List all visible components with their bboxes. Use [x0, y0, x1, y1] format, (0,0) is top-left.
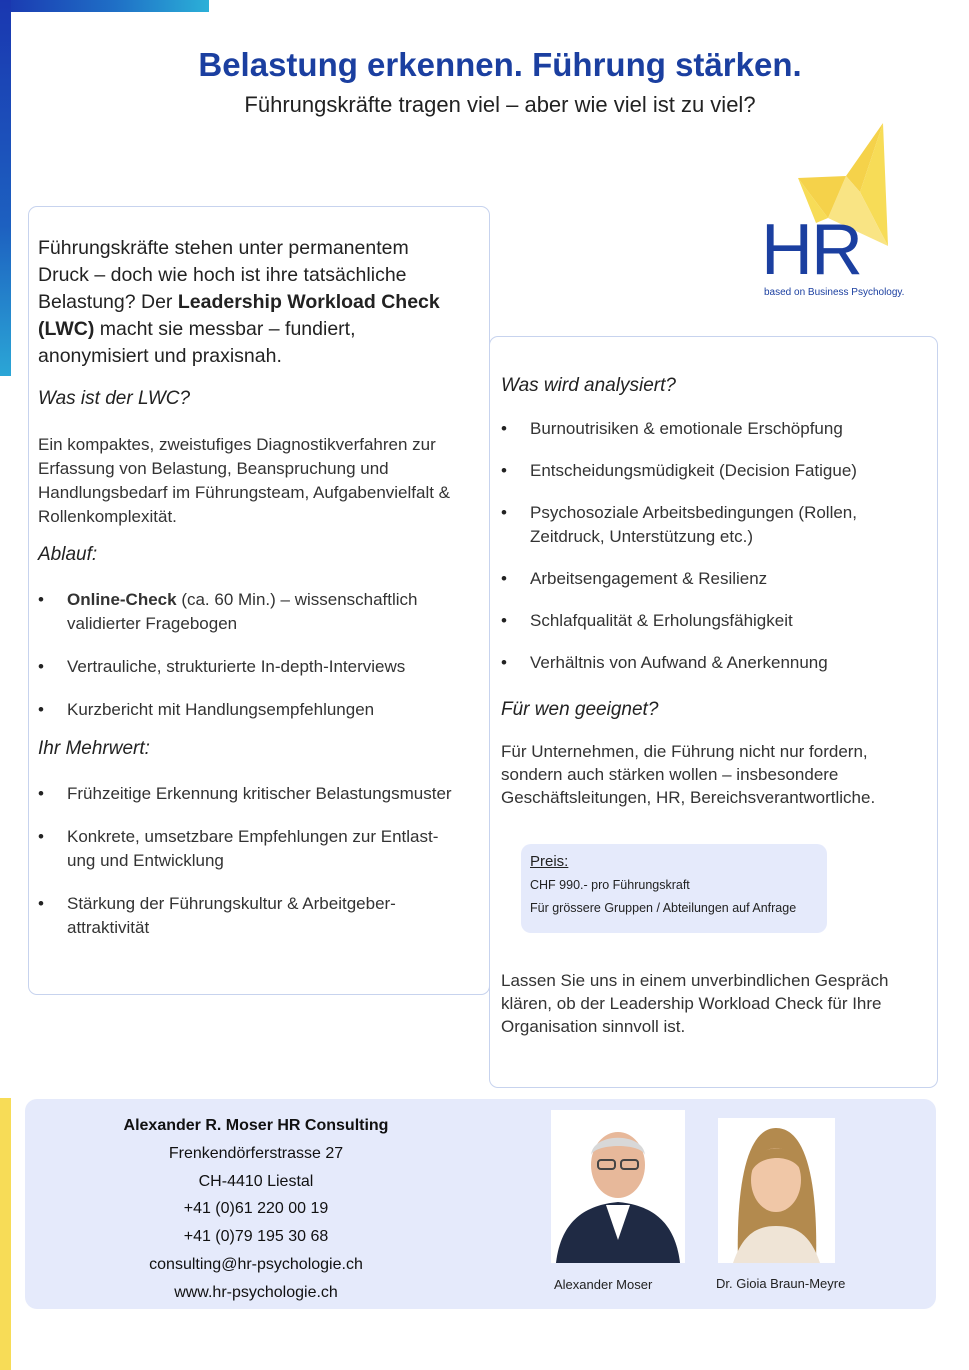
phone-2[interactable]: +41 (0)79 195 30 68	[183, 1228, 329, 1246]
zielgruppe-text: Für Unternehmen, die Führung nicht nur fordern, sondern auch stärken wollen – insbesondere Geschäftsleitungen, HR, Bereichsverantwortliche.	[501, 742, 876, 807]
email-link[interactable]: consulting@hr-psychologie.ch	[149, 1255, 363, 1273]
page-subtitle: Führungskräfte tragen viel – aber wie viel ist zu viel?	[244, 92, 756, 117]
portrait-gioia-braun-meyre	[718, 1118, 835, 1263]
list-item: • Entscheidungsmüdigkeit (Decision Fatigue)	[501, 459, 921, 483]
intro-text-2: macht sie messbar – fundiert, anonymisiert und praxisnah.	[38, 318, 356, 367]
analysiert-heading: Was wird analysiert?	[501, 375, 676, 396]
list-item: • Stärkung der Führungskultur & Arbeitgeber-attraktivität	[38, 892, 427, 940]
analysiert-list	[501, 417, 921, 675]
portrait-alexander-moser	[551, 1110, 685, 1263]
price-line-2: Für grössere Gruppen / Abteilungen auf Anfrage	[530, 901, 797, 915]
caption-person-2: Dr. Gioia Braun-Meyre	[716, 1276, 846, 1291]
top-accent-bar	[0, 0, 209, 12]
website-link[interactable]: www.hr-psychologie.ch	[174, 1283, 338, 1301]
left-yellow-bar	[0, 1098, 11, 1370]
caption-person-1: Alexander Moser	[554, 1277, 653, 1292]
list-item: • Psychosoziale Arbeitsbedingungen (Rollen, Zeitdruck, Unterstützung etc.)	[501, 501, 890, 549]
street-address: Frenkendörferstrasse 27	[168, 1144, 344, 1162]
call-to-action: Lassen Sie uns in einem unverbindlichen Gespräch klären, ob der Leadership Workload Check für Ihre Organisation sinnvoll ist.	[501, 971, 889, 1036]
lwc-description: Ein kompaktes, zweistufiges Diagnostikverfahren zur Erfassung von Belastung, Beanspruchung und Handlungsbedarf im Führungsteam, Aufgabenvielfalt & Rollenkomplexität.	[38, 435, 451, 526]
page-title: Belastung erkennen. Führung stärken.	[198, 46, 802, 83]
mehrwert-list	[38, 782, 468, 940]
mehrwert-heading: Ihr Mehrwert:	[38, 738, 150, 759]
ablauf-heading: Ablauf:	[38, 544, 98, 565]
intro-bold-product: Leadership Workload Check (LWC)	[38, 291, 440, 340]
list-item: • Kurzbericht mit Handlungsempfehlungen	[38, 698, 458, 722]
contact-block	[106, 1112, 406, 1307]
list-item: • Konkrete, umsetzbare Empfehlungen zur Entlast-ung und Entwicklung	[38, 825, 462, 873]
list-item: • Vertrauliche, strukturierte In-depth-Interviews	[38, 655, 458, 679]
price-label: Preis:	[530, 853, 569, 870]
company-name: Alexander R. Moser HR Consulting	[123, 1117, 389, 1134]
list-item-bold: Online-Check	[67, 590, 177, 609]
city-address: CH-4410 Liestal	[198, 1172, 314, 1190]
price-line-1: CHF 990.- pro Führungskraft	[530, 878, 690, 892]
intro-paragraph	[38, 235, 458, 370]
list-item: • Schlafqualität & Erholungsfähigkeit	[501, 609, 921, 633]
lwc-heading: Was ist der LWC?	[38, 388, 191, 409]
logo-letters: HR	[761, 210, 861, 290]
phone-1[interactable]: +41 (0)61 220 00 19	[183, 1200, 329, 1218]
list-item: • Frühzeitige Erkennung kritischer Belastungsmuster	[38, 782, 468, 806]
price-box	[521, 844, 827, 933]
list-item-text: (ca. 60 Min.) – wissenschaftlich validierter Fragebogen	[67, 590, 418, 633]
intro-text-1: Führungskräfte stehen unter permanentem Druck – doch wie hoch ist ihre tatsächliche Belastung? Der	[38, 237, 409, 313]
list-item: • Burnoutrisiken & emotionale Erschöpfung	[501, 417, 921, 441]
list-item: • Verhältnis von Aufwand & Anerkennung	[501, 651, 921, 675]
logo-tagline: based on Business Psychology.	[764, 287, 905, 298]
zielgruppe-heading: Für wen geeignet?	[501, 699, 659, 720]
ablauf-list	[38, 588, 458, 722]
list-item	[38, 588, 458, 636]
list-item: • Arbeitsengagement & Resilienz	[501, 567, 921, 591]
